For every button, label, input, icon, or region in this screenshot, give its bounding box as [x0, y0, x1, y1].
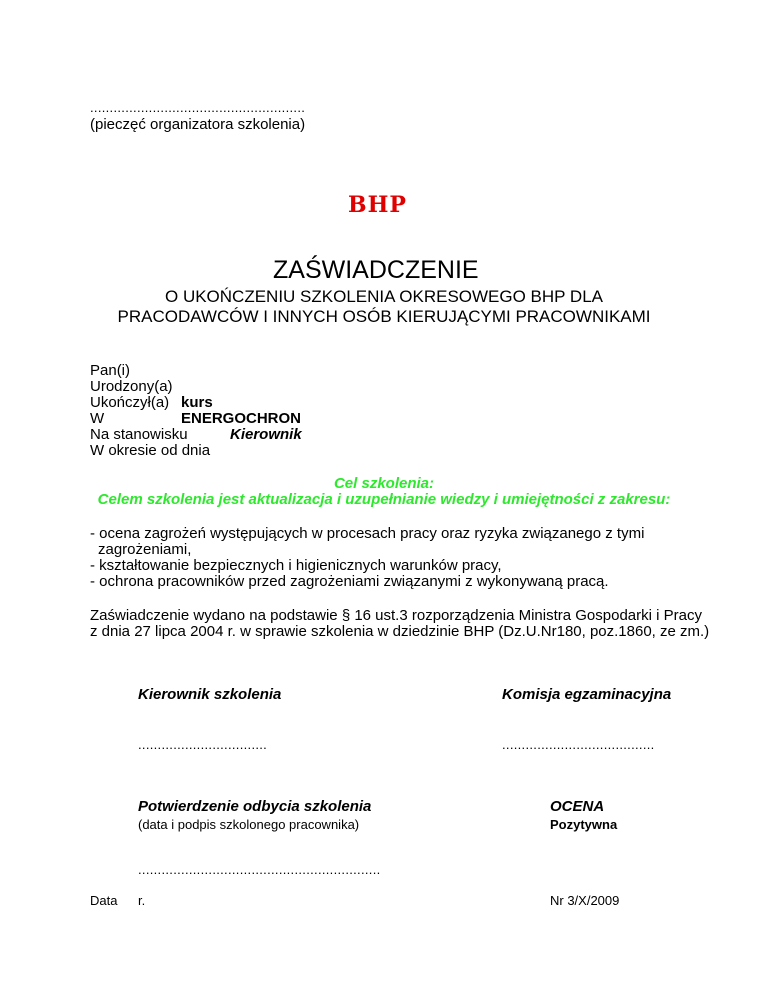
confirmation-label: Potwierdzenie odbycia szkolenia: [138, 798, 372, 815]
scope-item-3: - ochrona pracowników przed zagrożeniami związanymi z wykonywaną pracą.: [90, 573, 609, 590]
completed-label: Ukończył(a): [90, 394, 170, 411]
grade-value: Pozytywna: [550, 817, 618, 832]
subtitle-line-1: O UKOŃCZENIU SZKOLENIA OKRESOWEGO BHP DLA: [165, 287, 603, 306]
exam-commission-label: Komisja egzaminacyjna: [502, 686, 672, 703]
grade-label: OCENA: [550, 798, 605, 815]
confirmation-signature-line: ..............................................................: [138, 862, 381, 877]
stamp-label: (pieczęć organizatora szkolenia): [90, 116, 306, 133]
completed-value: kurs: [181, 394, 213, 411]
head-of-training-label: Kierownik szkolenia: [138, 686, 282, 703]
head-signature-line: .................................: [138, 737, 268, 752]
pan-label: Pan(i): [90, 362, 131, 379]
goal-heading: Cel szkolenia:: [333, 475, 435, 492]
goal-text: Celem szkolenia jest aktualizacja i uzupełnianie wiedzy i umiejętności z zakresu:: [97, 491, 671, 508]
legal-line-2: z dnia 27 lipca 2004 r. w sprawie szkolenia w dziedzinie BHP (Dz.U.Nr180, poz.1860, ze zm.): [90, 623, 710, 640]
company-name: ENERGOCHRON: [181, 410, 302, 427]
document-title: ZAŚWIADCZENIE: [273, 256, 479, 284]
bhp-logo: BHP: [348, 192, 407, 218]
legal-line-1: Zaświadczenie wydano na podstawie § 16 ust.3 rozporządzenia Ministra Gospodarki i Pracy: [90, 607, 702, 624]
certificate-number: Nr 3/X/2009: [550, 893, 620, 908]
scope-item-1-line-2: zagrożeniami,: [98, 541, 192, 558]
scope-item-1-line-1: - ocena zagrożeń występujących w procesach pracy oraz ryzyka związanego z tymi: [90, 525, 645, 542]
position-value: Kierownik: [230, 426, 302, 443]
born-label: Urodzony(a): [90, 378, 173, 395]
position-label: Na stanowisku: [90, 426, 188, 443]
subtitle-line-2: PRACODAWCÓW I INNYCH OSÓB KIERUJĄCYMI PRACOWNIKAMI: [117, 307, 651, 326]
commission-signature-line: .......................................: [502, 737, 655, 752]
stamp-dots: .......................................................: [90, 100, 306, 115]
scope-item-2: - kształtowanie bezpiecznych i higienicznych warunków pracy,: [90, 557, 502, 574]
in-label: W: [90, 410, 105, 427]
confirmation-sublabel: (data i podpis szkolonego pracownika): [138, 817, 360, 832]
period-label: W okresie od dnia: [90, 442, 211, 459]
date-label: Data: [90, 893, 118, 908]
date-suffix: r.: [138, 893, 146, 908]
